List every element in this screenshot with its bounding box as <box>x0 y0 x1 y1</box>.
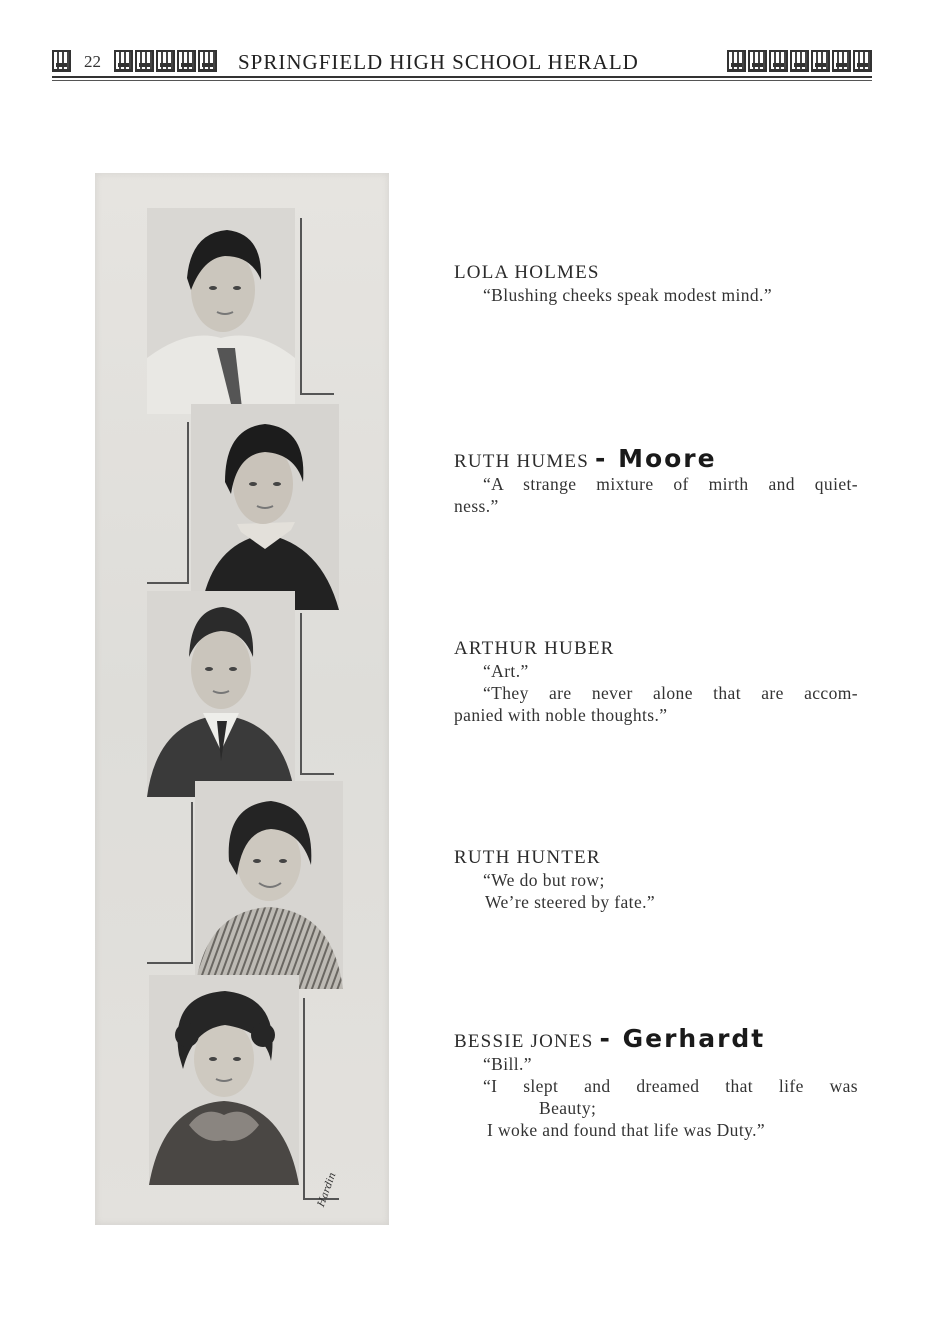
quote-line: “A strange mixture of mirth and quiet- <box>483 474 858 494</box>
portrait-lola-holmes <box>147 208 295 414</box>
quote-line: “Blushing cheeks speak modest mind.” <box>483 285 772 305</box>
header-ornament-right <box>727 50 872 72</box>
portrait-photo-strip <box>95 173 389 1225</box>
portrait-image <box>149 975 299 1185</box>
entry-arthur-huber <box>454 638 858 726</box>
student-name: LOLA HOLMES <box>454 262 600 283</box>
entry-bessie-jones <box>454 1024 858 1141</box>
quote-line: ness.” <box>454 496 499 516</box>
photo-frame-lines <box>296 208 336 398</box>
portrait-arthur-huber <box>147 591 295 797</box>
handwritten-married-name: - Gerhardt <box>599 1024 766 1053</box>
nickname: “Bill.” <box>483 1054 532 1074</box>
photo-frame-lines <box>147 798 195 968</box>
student-name: RUTH HUNTER <box>454 847 601 868</box>
page-header <box>52 44 872 78</box>
portrait-ruth-humes <box>191 404 339 610</box>
page-number: 22 <box>84 52 101 71</box>
quote-line: panied with noble thoughts.” <box>454 705 668 725</box>
photographer-signature: Hardin <box>316 1171 339 1209</box>
entry-lola-holmes <box>454 262 858 306</box>
portrait-image <box>147 208 295 414</box>
quote-line: Beauty; <box>539 1098 597 1118</box>
quote-line: We’re steered by fate.” <box>485 892 656 912</box>
student-name: ARTHUR HUBER <box>454 638 615 659</box>
photo-frame-lines <box>299 998 343 1203</box>
photo-frame-lines <box>147 418 191 588</box>
student-name: RUTH HUMES <box>454 451 589 472</box>
publication-title: SPRINGFIELD HIGH SCHOOL HERALD <box>238 50 639 74</box>
quote-line: “They are never alone that are accom- <box>483 683 858 703</box>
portrait-image <box>191 404 339 610</box>
handwritten-married-name: - Moore <box>594 444 717 473</box>
quote-line: “I slept and dreamed that life was <box>483 1076 858 1096</box>
header-rule <box>52 76 872 78</box>
student-name-row <box>454 444 858 473</box>
student-name-row <box>454 1024 858 1053</box>
student-name: BESSIE JONES <box>454 1031 594 1052</box>
nickname: “Art.” <box>483 661 529 681</box>
entry-ruth-humes <box>454 444 858 517</box>
portrait-image <box>195 781 343 989</box>
photo-frame-lines <box>296 613 336 778</box>
quote-line: I woke and found that life was Duty.” <box>487 1120 766 1140</box>
header-ornament-middle <box>114 50 217 72</box>
portrait-bessie-jones <box>149 975 299 1185</box>
header-ornament-left <box>52 50 71 72</box>
portrait-ruth-hunter <box>195 781 343 989</box>
entry-ruth-hunter <box>454 847 858 913</box>
portrait-image <box>147 591 295 797</box>
header-rule-thin <box>52 80 872 81</box>
quote-line: “We do but row; <box>483 870 605 890</box>
